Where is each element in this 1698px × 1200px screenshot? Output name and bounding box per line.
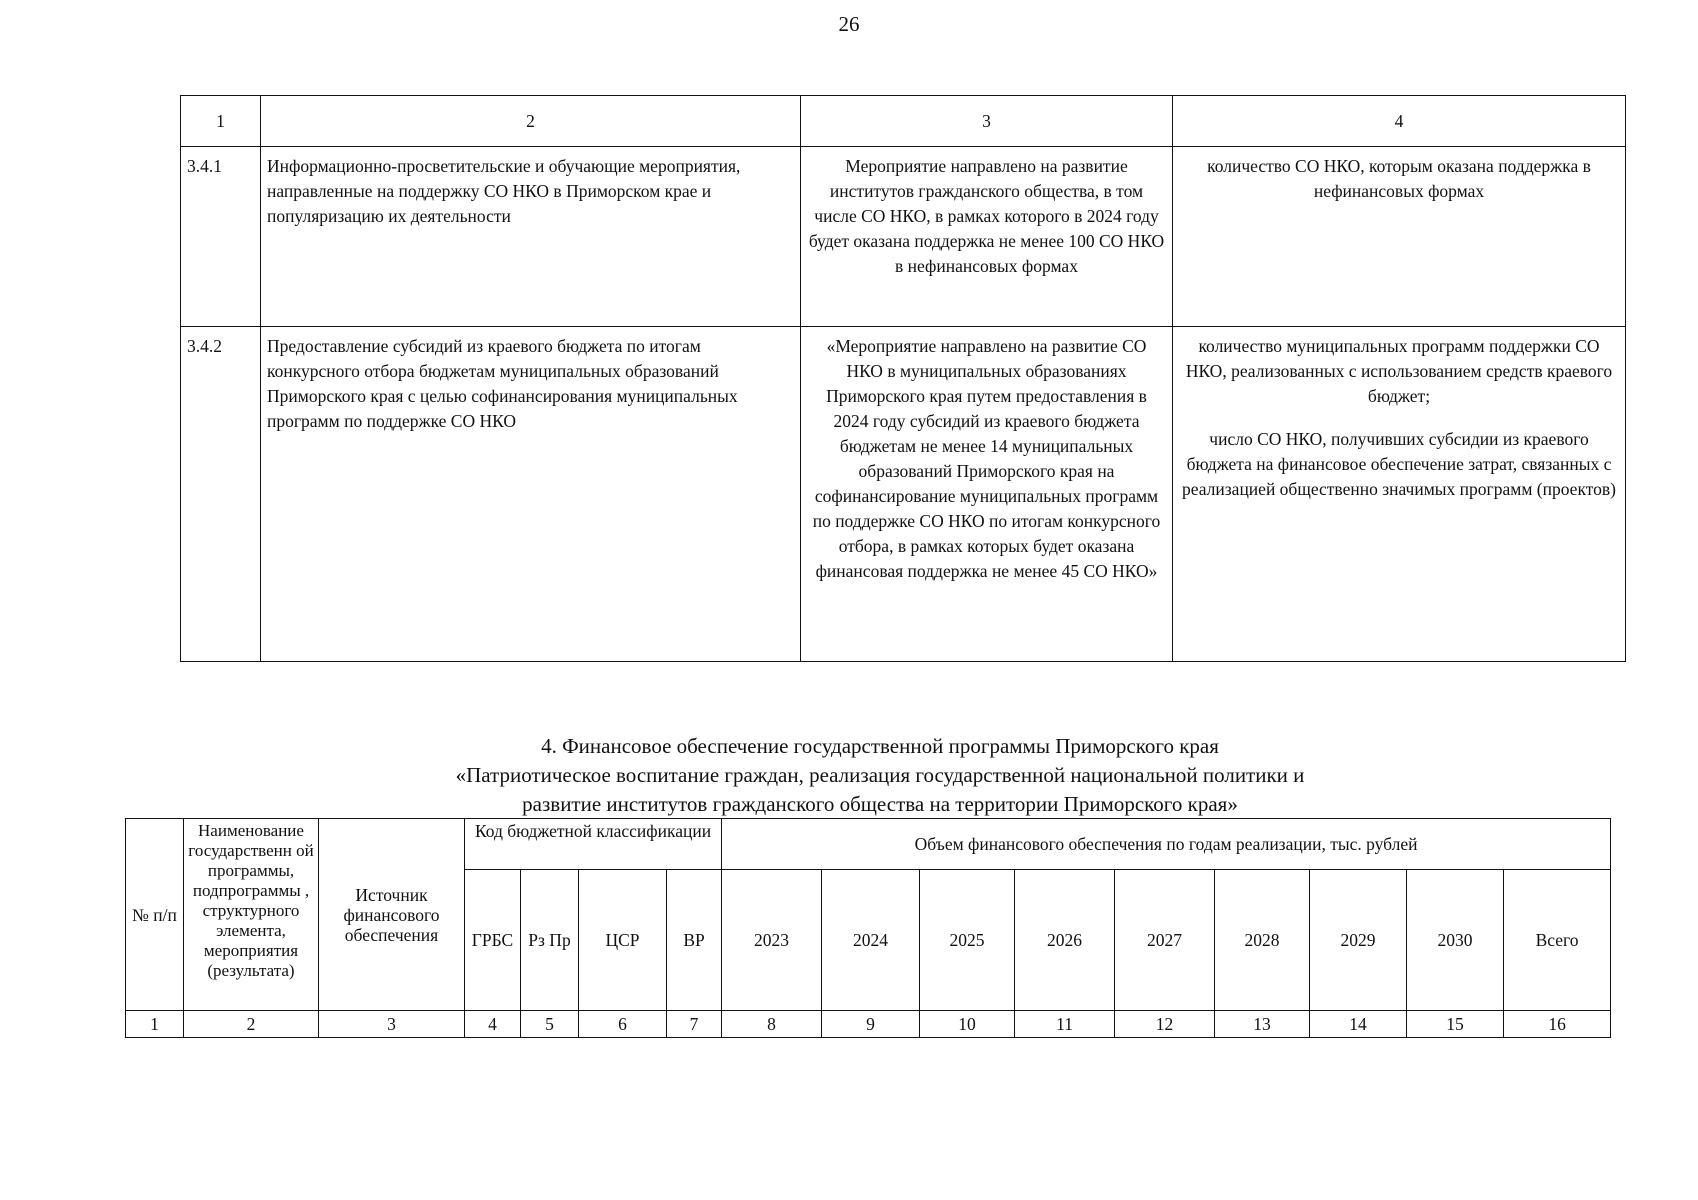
col-header-year: 2024 (822, 870, 920, 1011)
measure-number: 3.4.2 (181, 327, 261, 662)
column-number: 12 (1115, 1011, 1215, 1038)
indicator-text: количество муниципальных программ поддержки СО НКО, реализованных с использованием средств краевого бюджет; (1185, 336, 1613, 406)
col-header-year: 2023 (722, 870, 822, 1011)
column-number: 5 (521, 1011, 579, 1038)
section-title-line: 4. Финансовое обеспечение государственной программы Приморского края (541, 734, 1219, 758)
column-number: 4 (465, 1011, 521, 1038)
column-number: 10 (920, 1011, 1015, 1038)
financing-header-row (126, 819, 1611, 870)
column-number: 2 (184, 1011, 319, 1038)
col-header-budget-code: Код бюджетной классификации (465, 819, 722, 870)
column-number: 14 (1310, 1011, 1407, 1038)
measures-col-2-header: 2 (261, 96, 801, 147)
indicator-text: число СО НКО, получивших субсидии из краевого бюджета на финансовое обеспечение затрат, связанных с реализацией общественно значимых программ (проектов) (1182, 429, 1616, 499)
measure-name: Информационно-просветительские и обучающие мероприятия, направленные на поддержку СО НКО в Приморском крае и популяризацию их деятельности (261, 147, 801, 327)
col-header-vr: ВР (667, 870, 722, 1011)
measures-col-4-header: 4 (1173, 96, 1626, 147)
financing-table (125, 818, 1611, 1038)
col-header-total: Всего (1504, 870, 1611, 1011)
col-header-grbs: ГРБС (465, 870, 521, 1011)
table-row (181, 327, 1626, 662)
measure-indicators (1173, 327, 1626, 662)
indicator-text: количество СО НКО, которым оказана поддержка в нефинансовых формах (1207, 156, 1591, 201)
measure-description: Мероприятие направлено на развитие институтов гражданского общества, в том числе СО НКО, в рамках которого в 2024 году будет оказана поддержка не менее 100 СО НКО в нефинансовых формах (801, 147, 1173, 327)
measure-indicators (1173, 147, 1626, 327)
measures-col-1-header: 1 (181, 96, 261, 147)
col-header-year: 2030 (1407, 870, 1504, 1011)
col-header-year: 2026 (1015, 870, 1115, 1011)
col-header-csr: ЦСР (579, 870, 667, 1011)
measure-number: 3.4.1 (181, 147, 261, 327)
indicator-spacer (1179, 409, 1619, 427)
section-4-title (180, 732, 1580, 819)
col-header-year: 2025 (920, 870, 1015, 1011)
measure-name: Предоставление субсидий из краевого бюджета по итогам конкурсного отбора бюджетам муниципальных образований Приморского края с целью софинансирования муниципальных программ по поддержке СО НКО (261, 327, 801, 662)
column-number: 16 (1504, 1011, 1611, 1038)
measures-table-header-row (181, 96, 1626, 147)
col-header-program-name: Наименование государственн ой программы, подпрограммы , структурного элемента, мероприятия (результата) (184, 819, 319, 1011)
col-header-year: 2027 (1115, 870, 1215, 1011)
col-header-year: 2028 (1215, 870, 1310, 1011)
col-header-number: № п/п (126, 819, 184, 1011)
col-header-year: 2029 (1310, 870, 1407, 1011)
column-number: 9 (822, 1011, 920, 1038)
column-number: 3 (319, 1011, 465, 1038)
measure-description: «Мероприятие направлено на развитие СО НКО в муниципальных образованиях Приморского края путем предоставления в 2024 году субсидий из краевого бюджета бюджетам не менее 14 муниципальных образований Приморского края на софинансирование муниципальных программ по поддержке СО НКО по итогам конкурсного отбора, в рамках которых будет оказана финансовая поддержка не менее 45 СО НКО» (801, 327, 1173, 662)
column-number: 11 (1015, 1011, 1115, 1038)
measures-table (180, 95, 1626, 662)
column-number: 6 (579, 1011, 667, 1038)
col-header-funding-volume: Объем финансового обеспечения по годам реализации, тыс. рублей (722, 819, 1611, 870)
column-number: 1 (126, 1011, 184, 1038)
section-title-line: «Патриотическое воспитание граждан, реализация государственной национальной политики и (455, 763, 1305, 787)
column-number: 13 (1215, 1011, 1310, 1038)
col-header-funding-source: Источник финансового обеспечения (319, 819, 465, 1011)
column-number: 15 (1407, 1011, 1504, 1038)
column-number-row (126, 1011, 1611, 1038)
page-number: 26 (838, 12, 860, 36)
table-row (181, 147, 1626, 327)
column-number: 8 (722, 1011, 822, 1038)
section-title-line: развитие институтов гражданского общества на территории Приморского края» (522, 792, 1238, 816)
measures-col-3-header: 3 (801, 96, 1173, 147)
col-header-rzpr: Рз Пр (521, 870, 579, 1011)
column-number: 7 (667, 1011, 722, 1038)
